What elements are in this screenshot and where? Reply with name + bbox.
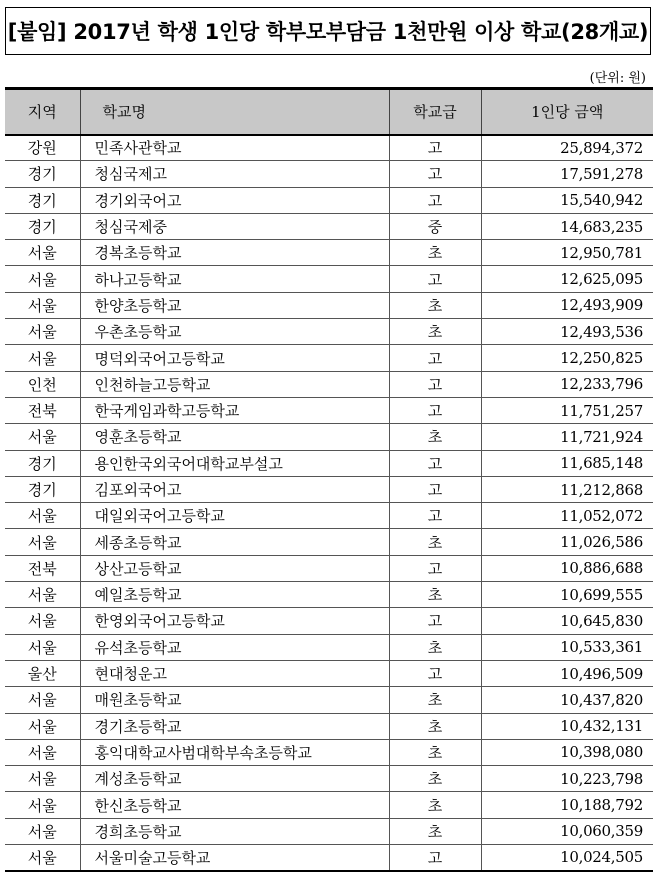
table-row — [5, 792, 653, 818]
cell-amount: 10,437,820 — [481, 687, 653, 713]
cell-name: 상산고등학교 — [80, 555, 389, 581]
cell-region: 서울 — [5, 792, 80, 818]
cell-name: 홍익대학교사범대학부속초등학교 — [80, 739, 389, 765]
cell-amount: 12,625,095 — [481, 266, 653, 292]
cell-amount: 10,223,798 — [481, 766, 653, 792]
cell-level: 고 — [389, 450, 481, 476]
cell-amount: 12,493,909 — [481, 292, 653, 318]
cell-region: 서울 — [5, 687, 80, 713]
table-row — [5, 266, 653, 292]
cell-amount: 10,432,131 — [481, 713, 653, 739]
cell-level: 초 — [389, 739, 481, 765]
cell-amount: 11,026,586 — [481, 529, 653, 555]
cell-level: 고 — [389, 371, 481, 397]
table-row — [5, 713, 653, 739]
cell-level: 초 — [389, 529, 481, 555]
cell-level: 초 — [389, 319, 481, 345]
cell-region: 경기 — [5, 476, 80, 502]
table-row — [5, 345, 653, 371]
table-row — [5, 845, 653, 871]
cell-name: 계성초등학교 — [80, 766, 389, 792]
cell-region: 서울 — [5, 739, 80, 765]
cell-region: 서울 — [5, 818, 80, 844]
cell-level: 초 — [389, 766, 481, 792]
cell-name: 서울미술고등학교 — [80, 845, 389, 871]
cell-level: 고 — [389, 135, 481, 161]
cell-level: 초 — [389, 634, 481, 660]
cell-name: 청심국제고 — [80, 161, 389, 187]
cell-level: 고 — [389, 503, 481, 529]
cell-region: 서울 — [5, 634, 80, 660]
cell-region: 울산 — [5, 660, 80, 686]
cell-amount: 10,496,509 — [481, 660, 653, 686]
cell-name: 용인한국외국어대학교부설고 — [80, 450, 389, 476]
cell-amount: 10,699,555 — [481, 582, 653, 608]
cell-name: 매원초등학교 — [80, 687, 389, 713]
cell-name: 한양초등학교 — [80, 292, 389, 318]
cell-amount: 12,493,536 — [481, 319, 653, 345]
table-row — [5, 135, 653, 161]
header-school-level: 학교급 — [389, 89, 481, 135]
page-title: [붙임] 2017년 학생 1인당 학부모부담금 1천만원 이상 학교(28개교) — [7, 20, 649, 44]
cell-region: 서울 — [5, 582, 80, 608]
table-header-row — [5, 89, 653, 135]
cell-region: 인천 — [5, 371, 80, 397]
cell-amount: 10,886,688 — [481, 555, 653, 581]
cell-region: 서울 — [5, 424, 80, 450]
cell-amount: 11,212,868 — [481, 476, 653, 502]
cell-region: 서울 — [5, 292, 80, 318]
table-row — [5, 476, 653, 502]
cell-name: 한신초등학교 — [80, 792, 389, 818]
cell-amount: 10,398,080 — [481, 739, 653, 765]
cell-region: 서울 — [5, 845, 80, 871]
cell-level: 고 — [389, 845, 481, 871]
cell-region: 강원 — [5, 135, 80, 161]
cell-level: 중 — [389, 213, 481, 239]
cell-name: 경희초등학교 — [80, 818, 389, 844]
table-row — [5, 555, 653, 581]
cell-level: 초 — [389, 713, 481, 739]
cell-level: 초 — [389, 818, 481, 844]
table-row — [5, 739, 653, 765]
cell-level: 초 — [389, 582, 481, 608]
cell-amount: 11,721,924 — [481, 424, 653, 450]
table-row — [5, 687, 653, 713]
cell-amount: 25,894,372 — [481, 135, 653, 161]
cell-level: 초 — [389, 240, 481, 266]
cell-amount: 14,683,235 — [481, 213, 653, 239]
table-row — [5, 608, 653, 634]
cell-name: 유석초등학교 — [80, 634, 389, 660]
cell-amount: 12,233,796 — [481, 371, 653, 397]
cell-level: 고 — [389, 476, 481, 502]
cell-amount: 10,060,359 — [481, 818, 653, 844]
cell-level: 고 — [389, 161, 481, 187]
cell-region: 서울 — [5, 608, 80, 634]
cell-region: 서울 — [5, 529, 80, 555]
cell-level: 고 — [389, 555, 481, 581]
table-row — [5, 450, 653, 476]
cell-level: 고 — [389, 660, 481, 686]
cell-region: 서울 — [5, 266, 80, 292]
cell-name: 예일초등학교 — [80, 582, 389, 608]
cell-amount: 10,645,830 — [481, 608, 653, 634]
cell-name: 인천하늘고등학교 — [80, 371, 389, 397]
cell-name: 한국게임과학고등학교 — [80, 397, 389, 423]
cell-name: 대일외국어고등학교 — [80, 503, 389, 529]
cell-name: 현대청운고 — [80, 660, 389, 686]
table-row — [5, 818, 653, 844]
cell-name: 청심국제중 — [80, 213, 389, 239]
cell-level: 초 — [389, 292, 481, 318]
cell-amount: 17,591,278 — [481, 161, 653, 187]
table-body — [5, 135, 653, 871]
header-region: 지역 — [5, 89, 80, 135]
cell-region: 경기 — [5, 450, 80, 476]
cell-level: 고 — [389, 397, 481, 423]
school-table — [5, 87, 653, 872]
cell-region: 서울 — [5, 766, 80, 792]
cell-region: 전북 — [5, 397, 80, 423]
cell-amount: 12,250,825 — [481, 345, 653, 371]
cell-level: 고 — [389, 187, 481, 213]
table-row — [5, 397, 653, 423]
header-amount: 1인당 금액 — [481, 89, 653, 135]
cell-name: 영훈초등학교 — [80, 424, 389, 450]
page-title-box — [5, 7, 651, 55]
table-row — [5, 529, 653, 555]
cell-level: 고 — [389, 608, 481, 634]
cell-region: 전북 — [5, 555, 80, 581]
table-row — [5, 766, 653, 792]
table-row — [5, 292, 653, 318]
cell-region: 서울 — [5, 345, 80, 371]
cell-amount: 15,540,942 — [481, 187, 653, 213]
cell-level: 고 — [389, 266, 481, 292]
table-row — [5, 660, 653, 686]
table-row — [5, 424, 653, 450]
cell-region: 경기 — [5, 161, 80, 187]
header-school-name: 학교명 — [80, 89, 389, 135]
cell-amount: 10,188,792 — [481, 792, 653, 818]
cell-name: 우촌초등학교 — [80, 319, 389, 345]
cell-region: 서울 — [5, 240, 80, 266]
unit-note: (단위: 원) — [589, 71, 646, 86]
cell-region: 서울 — [5, 713, 80, 739]
table-row — [5, 187, 653, 213]
cell-region: 경기 — [5, 187, 80, 213]
table-row — [5, 371, 653, 397]
cell-level: 고 — [389, 345, 481, 371]
cell-level: 초 — [389, 792, 481, 818]
cell-name: 경기외국어고 — [80, 187, 389, 213]
cell-name: 경기초등학교 — [80, 713, 389, 739]
cell-region: 경기 — [5, 213, 80, 239]
cell-region: 서울 — [5, 319, 80, 345]
table-row — [5, 503, 653, 529]
cell-amount: 10,024,505 — [481, 845, 653, 871]
cell-name: 김포외국어고 — [80, 476, 389, 502]
cell-name: 하나고등학교 — [80, 266, 389, 292]
table-row — [5, 634, 653, 660]
cell-name: 한영외국어고등학교 — [80, 608, 389, 634]
cell-amount: 11,052,072 — [481, 503, 653, 529]
cell-amount: 11,685,148 — [481, 450, 653, 476]
cell-level: 초 — [389, 687, 481, 713]
table-row — [5, 213, 653, 239]
cell-amount: 11,751,257 — [481, 397, 653, 423]
cell-region: 서울 — [5, 503, 80, 529]
cell-name: 명덕외국어고등학교 — [80, 345, 389, 371]
cell-name: 민족사관학교 — [80, 135, 389, 161]
table-row — [5, 319, 653, 345]
cell-name: 세종초등학교 — [80, 529, 389, 555]
table-row — [5, 161, 653, 187]
cell-amount: 12,950,781 — [481, 240, 653, 266]
cell-name: 경복초등학교 — [80, 240, 389, 266]
table-row — [5, 240, 653, 266]
table-row — [5, 582, 653, 608]
cell-amount: 10,533,361 — [481, 634, 653, 660]
cell-level: 초 — [389, 424, 481, 450]
